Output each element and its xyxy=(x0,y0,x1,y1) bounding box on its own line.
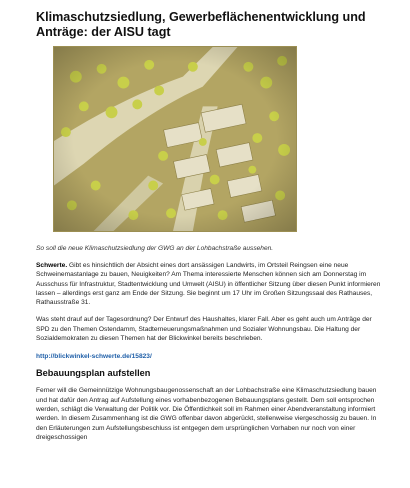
lead-word: Schwerte. xyxy=(36,262,68,269)
paragraph-3: Ferner will die Gemeinnützige Wohnungsbaugenossenschaft an der Lohbachstraße eine Klimaschutzsiedlung bauen und hat dafür den Antrag auf Aufstellung eines vorhabenbezogenen Bebauungsplans gestellt. Dem soll entsprochen werden, schlägt die Verwaltung der Politik vor. Die Öffentlichkeit soll im Rahmen einer Abendveranstaltung informiert werden. In diesem Zusammenhang ist die GWG offenbar davon abgerückt, stellenweise viergeschossig zu bauen. In den Erläuterungen zum Aufstellungsbeschluss ist entgegen dem ursprünglichen Vorhaben nur noch von einer dreigeschossigen xyxy=(36,387,377,441)
blickwinkel-link[interactable]: http://blickwinkel-schwerte.de/15823/ xyxy=(36,353,152,361)
architecture-model-photo xyxy=(53,46,297,232)
paragraph-1 xyxy=(36,261,382,307)
model-image xyxy=(54,47,296,231)
image-caption: So soll die neue Klimaschutzsiedlung der GWG an der Lohbachstraße aussehen. xyxy=(36,245,274,252)
paragraph-1-text: Gibt es hinsichtlich der Absicht eines dort ansässigen Landwirts, im Ortsteil Reingsen eine neue Schweinemastanlage zu bauen, Neuigkeiten? Am Thema interessierte Menschen können sich am Donnerstag im Ausschuss für Infrastruktur, Stadtentwicklung und Umwelt (AISU) in öffentlicher Sitzung über diesen Punkt informieren lassen – allerdings erst ganz am Ende der Sitzung. Sie beginnt um 17 Uhr im Großen Sitzungssaal des Rathauses, Rathausstraße 31. xyxy=(36,262,381,307)
article-title: Klimaschutzsiedlung, Gewerbeflächenentwicklung und Anträge: der AISU tagt xyxy=(36,10,366,39)
paragraph-2: Was steht drauf auf der Tagesordnung? Der Entwurf des Haushaltes, klarer Fall. Aber es geht auch um Anträge der SPD zu den Themen Ostendamm, Stadterneuerungsmaßnahmen und Sozialer Wohnungsbau. Die Haltung der Sozialdemokraten zu diesen Themen hat der Blickwinkel bereits beschrieben. xyxy=(36,316,372,343)
article xyxy=(36,10,382,442)
subheading: Bebauungsplan aufstellen xyxy=(36,368,151,379)
